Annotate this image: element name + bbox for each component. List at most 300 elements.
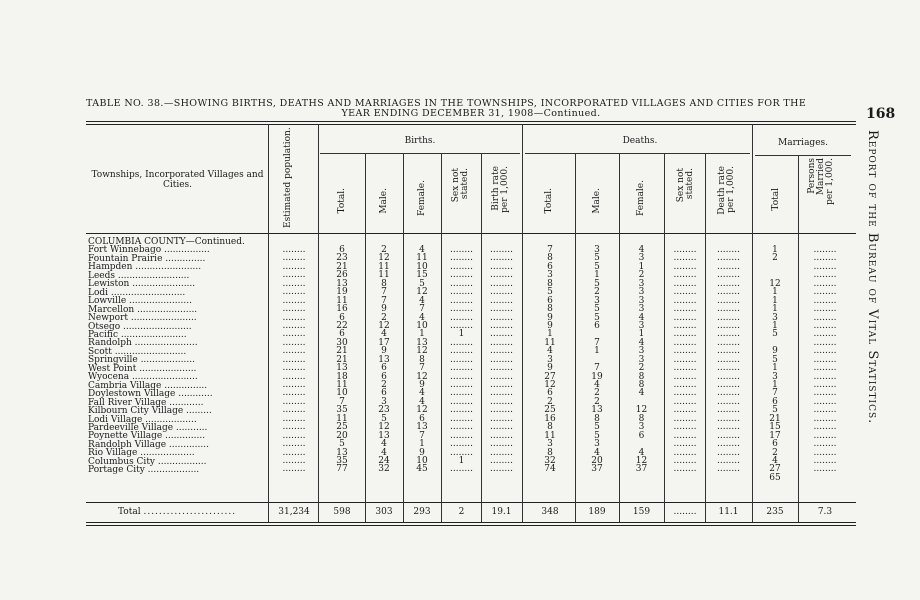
- table-title: [86, 99, 856, 119]
- table-cell: ........: [490, 245, 513, 255]
- top-rule: [86, 121, 856, 122]
- marriages-total-column: [755, 246, 795, 482]
- table-cell: ........: [673, 405, 697, 416]
- births-male-column: [367, 246, 401, 482]
- table-cell: ........: [673, 320, 697, 331]
- table-cell: 5: [594, 278, 600, 289]
- table-cell: ........: [282, 447, 306, 458]
- table-cell: 4: [638, 388, 645, 399]
- table-cell: 10: [336, 388, 348, 399]
- table-cell: 3: [594, 245, 600, 255]
- total-deaths: 348: [541, 507, 559, 517]
- table-cell: ........: [813, 253, 837, 264]
- deaths-female-column: [621, 246, 662, 482]
- table-cell: ........: [490, 329, 513, 340]
- table-cell: 74: [544, 464, 556, 475]
- table-cell: ........: [490, 253, 513, 264]
- table-cell: ........: [490, 346, 513, 357]
- table-cell: ........: [282, 287, 306, 298]
- table-cell: ........: [813, 337, 837, 348]
- table-cell: 21: [336, 346, 348, 357]
- table-cell: 3: [638, 278, 645, 289]
- row-label: Kilbourn City Village .........: [88, 406, 212, 417]
- table-cell: 7: [772, 388, 778, 399]
- table-cell: ........: [282, 337, 306, 348]
- table-cell: 35: [336, 455, 348, 466]
- table-cell: 12: [544, 380, 556, 390]
- persons-married-column: [801, 246, 849, 482]
- table-cell: ........: [450, 320, 473, 331]
- table-cell: 13: [591, 405, 603, 416]
- birth-rate-header: Birth rate per 1,000.: [491, 166, 510, 213]
- table-cell: 6: [381, 388, 387, 399]
- table-cell: 9: [547, 312, 553, 323]
- table-cell: 32: [544, 455, 556, 466]
- row-label: West Point ....................: [88, 363, 197, 374]
- table-cell: 16: [336, 304, 348, 315]
- table-cell: 3: [547, 439, 553, 450]
- row-label: Hampden .......................: [88, 262, 202, 273]
- table-cell: 26: [336, 270, 348, 281]
- deaths-sex-not-stated-header: Sex not stated.: [676, 168, 695, 203]
- table-cell: ........: [813, 396, 837, 407]
- table-cell: 1: [772, 304, 778, 315]
- table-cell: 8: [547, 447, 553, 458]
- table-cell: ........: [450, 337, 473, 348]
- table-cell: 1: [772, 363, 778, 374]
- table-cell: 8: [638, 371, 645, 382]
- table-cell: 3: [638, 287, 645, 298]
- table-cell: ........: [673, 270, 697, 281]
- table-cell: ........: [673, 304, 697, 315]
- table-cell: [666, 474, 704, 482]
- table-cell: 12: [635, 455, 648, 466]
- table-cell: 2: [594, 388, 600, 399]
- table-cell: ........: [450, 346, 473, 357]
- table-cell: ........: [490, 396, 513, 407]
- table-cell: ........: [282, 253, 306, 264]
- col-divider: [664, 153, 665, 522]
- table-cell: 1: [772, 287, 778, 298]
- table-cell: 13: [378, 354, 390, 365]
- table-cell: 11: [416, 253, 428, 264]
- table-cell: 4: [594, 447, 600, 458]
- table-cell: 5: [547, 287, 553, 298]
- col-divider: [522, 124, 523, 522]
- table-cell: ........: [717, 329, 740, 340]
- total-population: 31,234: [278, 507, 310, 517]
- table-cell: 2: [381, 380, 387, 390]
- table-cell: ........: [450, 278, 473, 289]
- table-cell: 4: [381, 329, 387, 340]
- table-cell: ........: [282, 455, 306, 466]
- table-cell: 4: [419, 396, 425, 407]
- table-cell: 45: [416, 464, 428, 475]
- table-cell: 7: [594, 337, 600, 348]
- table-cell: 13: [336, 278, 348, 289]
- table-cell: ........: [673, 422, 697, 433]
- table-cell: 7: [339, 396, 345, 407]
- table-cell: ........: [282, 320, 306, 331]
- table-cell: 5: [594, 312, 600, 323]
- table-cell: ........: [450, 413, 473, 424]
- table-cell: 4: [638, 245, 645, 255]
- deaths-total-column: [527, 246, 573, 482]
- table-cell: [621, 474, 662, 482]
- total-births-male: 303: [375, 507, 393, 517]
- table-cell: 11: [378, 261, 390, 272]
- table-cell: ........: [673, 261, 697, 272]
- table-cell: [405, 474, 439, 482]
- total-death-rate: 11.1: [718, 507, 739, 517]
- table-cell: 8: [547, 278, 553, 289]
- table-cell: ........: [673, 447, 697, 458]
- table-cell: 10: [416, 455, 428, 466]
- table-cell: 19: [336, 287, 348, 298]
- table-cell: ........: [717, 346, 740, 357]
- row-label: Marcellon .....................: [88, 304, 198, 315]
- table-cell: ........: [450, 439, 473, 450]
- table-cell: 5: [594, 253, 600, 264]
- deaths-male-column: [577, 246, 617, 482]
- table-cell: 15: [769, 422, 781, 433]
- row-label: Newport .......................: [88, 313, 197, 324]
- table-cell: ........: [717, 396, 740, 407]
- row-label: Doylestown Village ............: [88, 389, 213, 400]
- table-cell: ........: [282, 371, 306, 382]
- table-cell: ........: [813, 405, 837, 416]
- table-cell: ........: [717, 388, 740, 399]
- marriages-header: Marriages.: [778, 138, 828, 148]
- table-cell: 7: [594, 363, 600, 374]
- row-label: Cambria Village ...............: [88, 380, 208, 391]
- table-cell: 9: [772, 346, 778, 357]
- row-label: Rio Village ...................: [88, 448, 195, 459]
- table-cell: ........: [813, 464, 837, 475]
- row-label: Fall River Village ............: [88, 397, 204, 408]
- table-cell: 6: [547, 295, 553, 306]
- table-cell: ........: [717, 405, 740, 416]
- table-cell: 37: [591, 464, 603, 475]
- death-rate-column: [707, 246, 750, 482]
- table-cell: [443, 474, 480, 482]
- table-cell: 3: [638, 346, 645, 357]
- total-label-text: Total: [118, 507, 141, 517]
- table-cell: 12: [769, 278, 781, 289]
- table-cell: ........: [450, 396, 473, 407]
- row-label: Lewiston ......................: [88, 279, 196, 290]
- table-cell: ........: [490, 287, 513, 298]
- table-cell: ........: [282, 422, 306, 433]
- total-birth-rate: 19.1: [491, 507, 512, 517]
- col-divider: [441, 153, 442, 522]
- table-cell: ........: [673, 388, 697, 399]
- table-cell: ........: [717, 270, 740, 281]
- table-cell: 5: [381, 413, 387, 424]
- table-cell: 11: [336, 413, 348, 424]
- birth-rate-column: [483, 246, 520, 482]
- table-cell: 3: [594, 439, 600, 450]
- table-cell: 27: [769, 464, 781, 475]
- table-cell: 5: [419, 278, 425, 289]
- total-persons-married: 7.3: [817, 507, 833, 517]
- table-cell: ........: [813, 261, 837, 272]
- table-cell: ........: [450, 422, 473, 433]
- table-cell: ........: [450, 371, 473, 382]
- table-cell: 4: [772, 455, 778, 466]
- total-births: 598: [333, 507, 351, 517]
- running-head-text: Report of the Bureau of Vital Statistics.: [865, 130, 880, 425]
- table-cell: ........: [813, 422, 837, 433]
- table-cell: 30: [336, 337, 348, 348]
- table-cell: ........: [282, 261, 306, 272]
- table-cell: 4: [381, 439, 387, 450]
- table-cell: ........: [490, 439, 513, 450]
- table-cell: 3: [638, 304, 645, 315]
- population-column: [271, 246, 317, 482]
- table-cell: ........: [450, 304, 473, 315]
- top-rule-2: [86, 124, 856, 125]
- births-header: Births.: [404, 136, 436, 146]
- table-cell: ........: [673, 346, 697, 357]
- table-cell: 37: [635, 464, 648, 475]
- table-cell: ........: [490, 320, 513, 331]
- total-deaths-male: 189: [588, 507, 606, 517]
- row-label: Lodi Village ..................: [88, 414, 197, 425]
- table-cell: 3: [381, 396, 387, 407]
- table-cell: ........: [282, 312, 306, 323]
- table-cell: ........: [717, 261, 740, 272]
- table-cell: ........: [490, 388, 513, 399]
- table-cell: ........: [673, 337, 697, 348]
- table-cell: 1: [419, 329, 425, 340]
- table-cell: 2: [594, 287, 600, 298]
- table-cell: 9: [547, 320, 553, 331]
- table-cell: 12: [378, 253, 390, 264]
- table-cell: [527, 474, 573, 482]
- table-cell: 7: [381, 295, 387, 306]
- table-title-line1: TABLE NO. 38.—SHOWING BIRTHS, DEATHS AND MARRIAGES IN THE TOWNSHIPS, INCORPORATED VILLAGES AND CITIES FOR THE: [86, 98, 807, 109]
- table-cell: ........: [717, 253, 740, 264]
- table-cell: 6: [638, 430, 645, 441]
- table-cell: ........: [490, 312, 513, 323]
- table-cell: 6: [772, 396, 778, 407]
- table-cell: ........: [490, 363, 513, 374]
- table-cell: 12: [378, 422, 390, 433]
- table-cell: 12: [378, 320, 390, 331]
- table-cell: 13: [336, 363, 348, 374]
- persons-married-header: Persons Married per 1,000.: [807, 158, 835, 205]
- table-cell: 23: [336, 253, 348, 264]
- table-cell: ........: [450, 354, 473, 365]
- table-cell: 12: [416, 405, 428, 416]
- table-cell: 4: [419, 295, 425, 306]
- table-cell: 5: [339, 439, 345, 450]
- table-cell: 4: [419, 388, 425, 399]
- table-cell: ........: [673, 312, 697, 323]
- deaths-male-header: Male.: [592, 188, 602, 214]
- table-cell: 3: [547, 270, 553, 281]
- table-cell: 2: [594, 396, 600, 407]
- total-rule: [86, 502, 856, 503]
- row-label: Pacific .......................: [88, 329, 187, 340]
- marriages-group-rule: [755, 155, 851, 156]
- table-cell: 27: [544, 371, 556, 382]
- table-cell: ........: [673, 396, 697, 407]
- running-head: [860, 130, 880, 490]
- table-cell: ........: [717, 304, 740, 315]
- row-label: Wyocena .......................: [88, 372, 198, 383]
- row-label: Lowville ......................: [88, 296, 192, 307]
- table-cell: ........: [490, 304, 513, 315]
- table-cell: 2: [547, 396, 553, 407]
- table-cell: 8: [547, 422, 553, 433]
- table-cell: 3: [772, 371, 778, 382]
- table-cell: 1: [458, 455, 465, 466]
- table-cell: ........: [450, 261, 473, 272]
- table-cell: ........: [717, 337, 740, 348]
- table-cell: ........: [490, 413, 513, 424]
- table-cell: 5: [594, 430, 600, 441]
- table-cell: 6: [547, 388, 553, 399]
- table-cell: 6: [339, 312, 345, 323]
- table-cell: 11: [378, 270, 390, 281]
- row-label: Pardeeville Village ...........: [88, 422, 208, 433]
- table-cell: ........: [490, 295, 513, 306]
- deaths-group-rule: [525, 153, 750, 154]
- table-cell: 7: [419, 430, 425, 441]
- table-cell: ........: [450, 447, 473, 458]
- county-heading: COLUMBIA COUNTY—Continued.: [88, 237, 245, 247]
- table-cell: ........: [282, 396, 306, 407]
- table-cell: ........: [450, 295, 473, 306]
- births-female-column: [405, 246, 439, 482]
- name-column-header: Townships, Incorporated Villages and Cities.: [91, 170, 264, 190]
- deaths-total-header: Total.: [544, 188, 554, 214]
- table-cell: ........: [490, 380, 513, 390]
- row-label: Poynette Village ..............: [88, 431, 206, 442]
- header-bottom-rule: [86, 233, 856, 234]
- table-cell: 13: [416, 422, 428, 433]
- col-divider: [403, 153, 404, 522]
- row-label: Portage City ..................: [88, 465, 200, 476]
- population-header: Estimated population.: [283, 127, 293, 228]
- total-deaths-sex: ........: [673, 507, 697, 517]
- table-cell: ........: [813, 295, 837, 306]
- deaths-header: Deaths.: [622, 136, 658, 146]
- table-cell: 7: [419, 363, 425, 374]
- table-cell: 1: [547, 329, 553, 340]
- table-cell: ........: [717, 287, 740, 298]
- table-cell: ........: [282, 245, 306, 255]
- table-cell: 4: [381, 447, 387, 458]
- table-cell: 6: [339, 329, 345, 340]
- table-cell: 2: [381, 245, 387, 255]
- table-cell: 4: [638, 312, 645, 323]
- table-cell: 3: [547, 354, 553, 365]
- table-cell: 32: [378, 464, 390, 475]
- table-cell: ........: [673, 430, 697, 441]
- table-cell: 8: [381, 278, 387, 289]
- table-cell: 7: [419, 304, 425, 315]
- table-cell: 17: [769, 430, 781, 441]
- table-cell: 9: [381, 304, 387, 315]
- table-cell: ........: [813, 270, 837, 281]
- table-cell: ........: [673, 245, 697, 255]
- table-cell: 20: [336, 430, 348, 441]
- table-cell: 8: [547, 304, 553, 315]
- row-label: Randolph ......................: [88, 338, 198, 349]
- table-cell: 5: [594, 304, 600, 315]
- table-cell: ........: [673, 287, 697, 298]
- table-cell: ........: [813, 363, 837, 374]
- deaths-female-header: Female.: [636, 180, 646, 217]
- table-cell: 23: [378, 405, 390, 416]
- row-label: Randolph Village ..............: [88, 439, 209, 450]
- table-cell: 12: [416, 371, 428, 382]
- table-cell: 7: [547, 245, 553, 255]
- row-label: Columbus City .................: [88, 456, 207, 467]
- table-cell: ........: [673, 455, 697, 466]
- table-cell: ........: [282, 405, 306, 416]
- table-cell: 5: [772, 405, 778, 416]
- table-cell: 2: [772, 447, 778, 458]
- table-cell: ........: [673, 363, 697, 374]
- table-cell: 2: [381, 312, 387, 323]
- table-cell: 4: [594, 380, 600, 390]
- table-cell: ........: [490, 261, 513, 272]
- table-cell: [577, 474, 617, 482]
- table-cell: 21: [336, 354, 348, 365]
- births-total-column: [322, 246, 362, 482]
- table-cell: 18: [336, 371, 348, 382]
- table-cell: 35: [336, 405, 348, 416]
- table-cell: 21: [769, 413, 781, 424]
- table-cell: 12: [416, 346, 428, 357]
- births-female-header: Female.: [417, 180, 427, 217]
- table-cell: 1: [594, 270, 600, 281]
- table-cell: ........: [282, 270, 306, 281]
- row-label: Lodi ..........................: [88, 287, 186, 298]
- table-cell: ........: [717, 380, 740, 390]
- table-cell: ........: [813, 304, 837, 315]
- col-divider: [752, 124, 753, 522]
- table-cell: ........: [717, 413, 740, 424]
- births-group-rule: [320, 153, 520, 154]
- col-divider: [268, 124, 269, 522]
- table-cell: 4: [638, 337, 645, 348]
- table-cell: ........: [450, 312, 473, 323]
- col-divider: [365, 153, 366, 522]
- table-cell: 25: [544, 405, 556, 416]
- table-cell: 77: [336, 464, 348, 475]
- table-cell: 5: [594, 261, 600, 272]
- table-cell: 8: [638, 380, 645, 390]
- births-sex-not-stated-header: Sex not stated.: [451, 168, 470, 203]
- table-cell: 16: [544, 413, 556, 424]
- table-cell: [322, 474, 362, 482]
- table-cell: ........: [813, 455, 837, 466]
- table-cell: 4: [638, 447, 645, 458]
- table-cell: 3: [638, 422, 645, 433]
- table-cell: 2: [638, 270, 645, 281]
- row-label: Scott .........................: [88, 346, 187, 357]
- table-cell: 4: [547, 346, 553, 357]
- table-cell: ........: [813, 287, 837, 298]
- table-cell: ........: [450, 270, 473, 281]
- table-cell: ........: [813, 439, 837, 450]
- col-divider: [619, 153, 620, 522]
